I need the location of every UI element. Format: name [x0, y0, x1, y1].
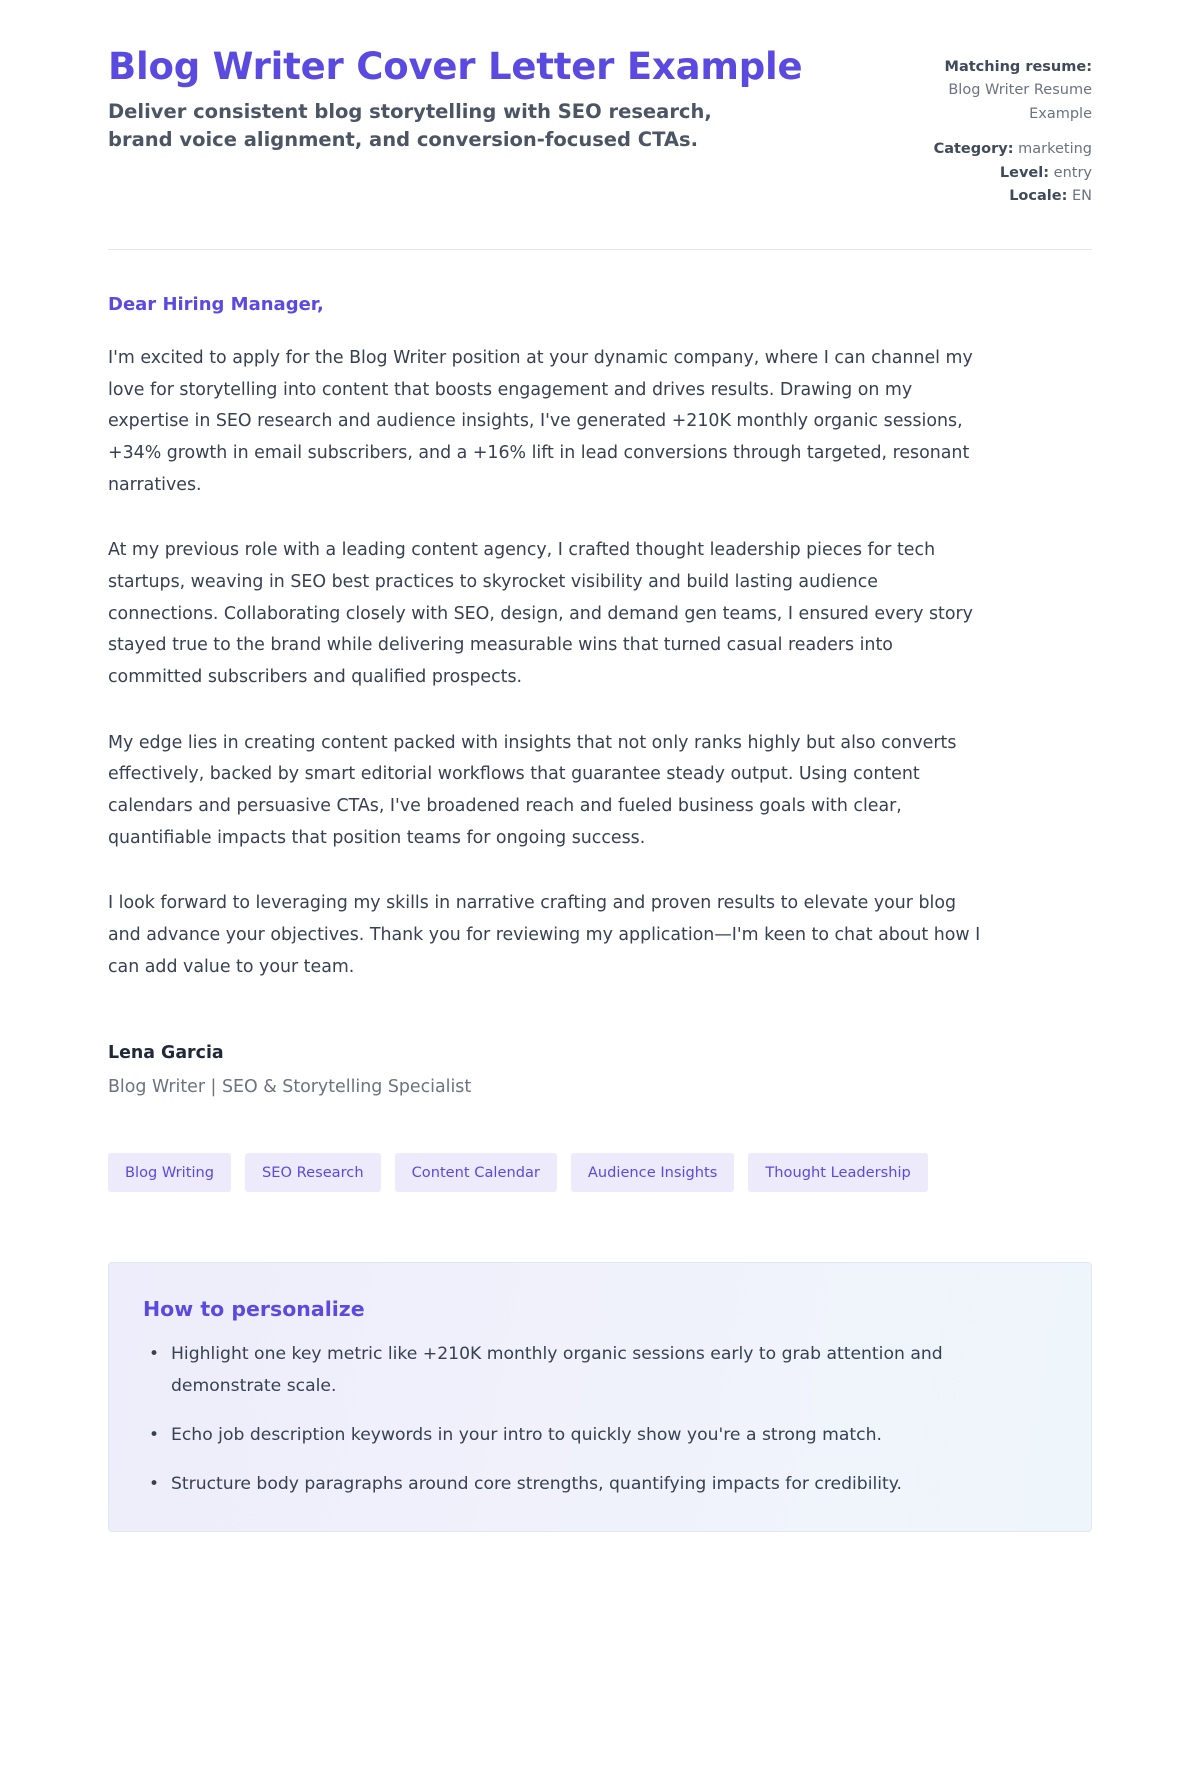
letter-paragraph: At my previous role with a leading content agency, I crafted thought leadership pieces for tech startups, weaving in SEO best practices to skyrocket visibility and build lasting audience connections. Collaborating closely with SEO, design, and demand gen teams, I ensured every story stayed true to the brand while delivering measurable wins that turned casual readers into committed subscribers and qualified prospects.: [108, 540, 973, 687]
skill-tag[interactable]: Content Calendar: [395, 1153, 557, 1192]
meta-locale: [887, 185, 1092, 208]
callout-tip-text: Structure body paragraphs around core strengths, quantifying impacts for credibility.: [171, 1474, 902, 1495]
callout-tip-item: [149, 1420, 991, 1451]
callout-tip-item: [149, 1469, 991, 1500]
letter-paragraph: I'm excited to apply for the Blog Writer position at your dynamic company, where I can channel my love for storytelling into content that boosts engagement and drives results. Drawing on my expertise in SEO research and audience insights, I've generated +210K monthly organic sessions, +34% growth in email subscribers, and a +16% lift in lead conversions through targeted, resonant narratives.: [108, 347, 973, 495]
meta-category: [887, 138, 1092, 161]
skill-tag[interactable]: SEO Research: [245, 1153, 381, 1192]
meta-level-label: Level:: [999, 164, 1050, 181]
header-title-group: [108, 46, 828, 154]
bullet-icon: •: [149, 1344, 160, 1365]
callout-tip-text: Highlight one key metric like +210K monthly organic sessions early to grab attention and demonstrate scale.: [171, 1344, 943, 1396]
document-meta: [887, 46, 1092, 209]
bullet-icon: •: [149, 1424, 160, 1445]
letter-paragraph: I look forward to leveraging my skills in narrative crafting and proven results to elevate your blog and advance your objectives. Thank you for reviewing my application—I'm keen to chat about how I can add value to your team.: [108, 893, 981, 977]
signature-name: Lena Garcia: [108, 1043, 224, 1064]
page-subtitle: Deliver consistent blog storytelling with SEO research, brand voice alignment, and conversion-focused CTAs.: [108, 100, 712, 152]
letter-salutation: Dear Hiring Manager,: [108, 293, 324, 315]
letter-signature: [108, 1043, 1092, 1097]
meta-locale-value: EN: [1071, 188, 1092, 205]
callout-tip-list: [143, 1339, 1057, 1500]
callout-heading: How to personalize: [143, 1297, 365, 1322]
callout-tip-item: [149, 1339, 991, 1402]
signature-role: Blog Writer | SEO & Storytelling Specialist: [108, 1077, 472, 1098]
skill-tag[interactable]: Blog Writing: [108, 1153, 231, 1192]
letter-body: [108, 250, 1092, 1097]
meta-matching-resume-value[interactable]: Blog Writer Resume Example: [948, 82, 1092, 122]
bullet-icon: •: [149, 1474, 160, 1495]
meta-level-value: entry: [1053, 164, 1092, 181]
document-header: [108, 46, 1092, 209]
letter-paragraph: My edge lies in creating content packed with insights that not only ranks highly but also converts effectively, backed by smart editorial workflows that guarantee steady output. Using content calendars and persuasive CTAs, I've broadened reach and fueled business goals with clear, quantifiable impacts that position teams for ongoing success.: [108, 732, 957, 848]
skill-tag[interactable]: Audience Insights: [571, 1153, 734, 1192]
page-title: Blog Writer Cover Letter Example: [108, 45, 803, 88]
skill-tag-list: [108, 1153, 1092, 1192]
meta-matching-resume-label: Matching resume:: [944, 59, 1092, 75]
meta-level: [887, 162, 1092, 185]
callout-tip-text: Echo job description keywords in your intro to quickly show you're a strong match.: [171, 1424, 882, 1445]
skill-tag[interactable]: Thought Leadership: [748, 1153, 927, 1192]
meta-category-value: marketing: [1018, 141, 1092, 158]
how-to-personalize-callout: [108, 1262, 1092, 1531]
meta-category-label: Category:: [933, 141, 1014, 158]
meta-locale-label: Locale:: [1009, 188, 1068, 205]
meta-matching-resume: [887, 56, 1092, 126]
